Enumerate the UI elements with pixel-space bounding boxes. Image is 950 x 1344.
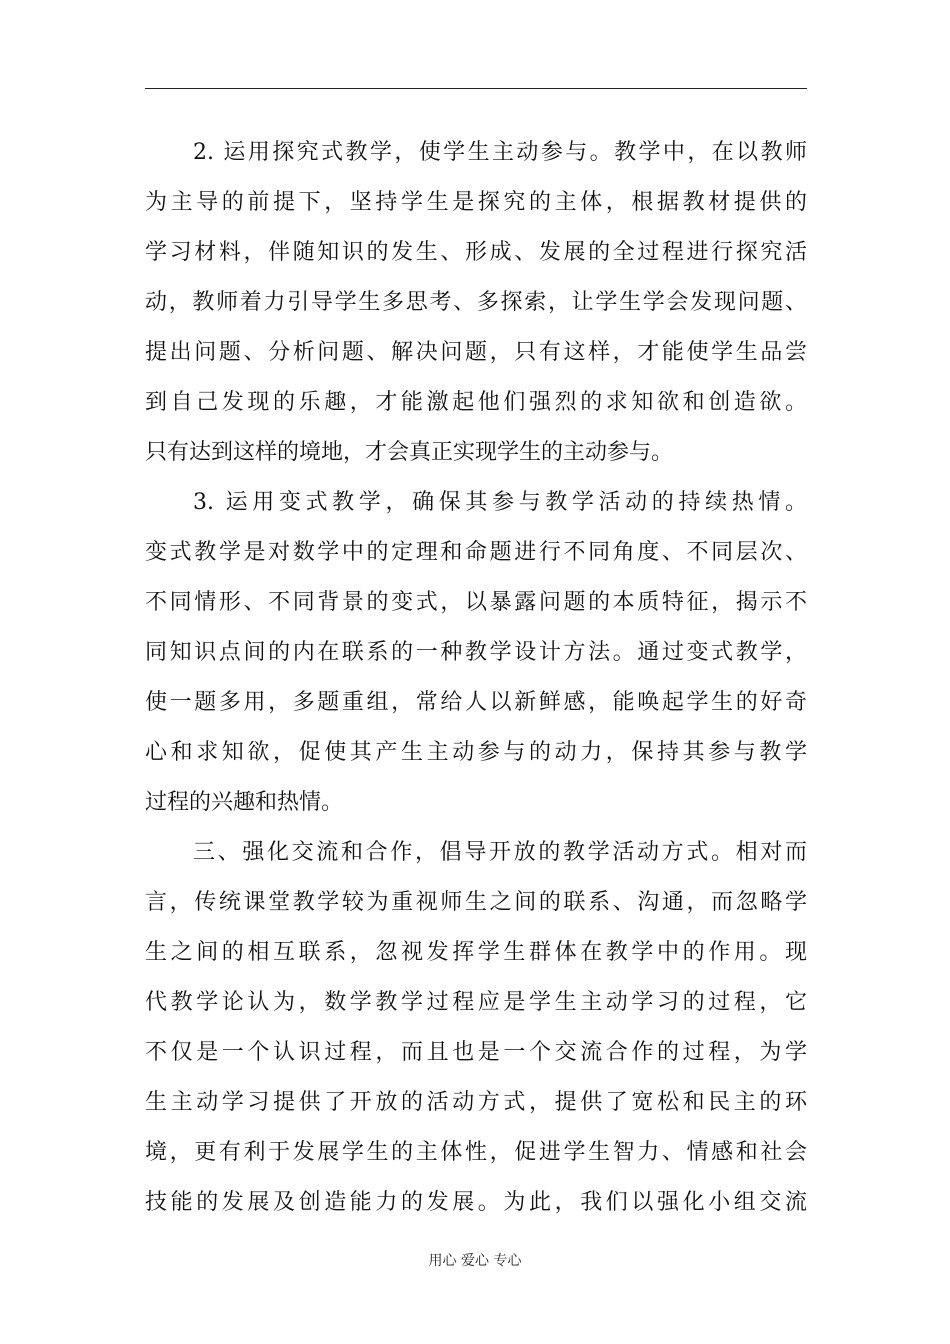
text-line: 生主动学习提供了开放的活动方式，提供了宽松和民主的环 (145, 1090, 807, 1115)
text-line: 只有达到这样的境地，才会真正实现学生的主动参与。 (145, 440, 674, 465)
text-line: 不同情形、不同背景的变式，以暴露问题的本质特征，揭示不 (145, 590, 807, 615)
text-line: 到自己发现的乐趣，才能激起他们强烈的求知欲和创造欲。 (145, 390, 807, 415)
text-line: 代教学论认为，数学教学过程应是学生主动学习的过程，它 (145, 990, 807, 1015)
page-footer: 用心 爱心 专心 (428, 1253, 522, 1269)
text-line: 动，教师着力引导学生多思考、多探索，让学生学会发现问题、 (145, 290, 807, 315)
text-line: 心和求知欲，促使其产生主动参与的动力，保持其参与教学 (145, 740, 807, 765)
text-line: 同知识点间的内在联系的一种教学设计方法。通过变式教学， (145, 640, 807, 665)
text-line: 3. 运用变式教学，确保其参与教学活动的持续热情。 (193, 490, 807, 515)
text-line: 为主导的前提下，坚持学生是探究的主体，根据教材提供的 (145, 190, 807, 215)
header-rule (145, 88, 807, 89)
text-line: 三、强化交流和合作，倡导开放的教学活动方式。相对而 (193, 840, 807, 865)
paragraph-inquiry-teaching (145, 128, 807, 478)
text-line: 生之间的相互联系，忽视发挥学生群体在教学中的作用。现 (145, 940, 807, 965)
text-line: 提出问题、分析问题、解决问题，只有这样，才能使学生品尝 (145, 340, 807, 365)
paragraph-variation-teaching (145, 478, 807, 828)
text-line: 言，传统课堂教学较为重视师生之间的联系、沟通，而忽略学 (145, 890, 807, 915)
text-line: 技能的发展及创造能力的发展。为此，我们以强化小组交流 (145, 1190, 807, 1215)
document-body (145, 128, 807, 1228)
paragraph-cooperation (145, 828, 807, 1228)
text-line: 不仅是一个认识过程，而且也是一个交流合作的过程，为学 (145, 1040, 807, 1065)
text-line: 2. 运用探究式教学，使学生主动参与。教学中，在以教师 (193, 140, 807, 165)
text-line: 境，更有利于发展学生的主体性，促进学生智力、情感和社会 (145, 1140, 807, 1165)
text-line: 变式教学是对数学中的定理和命题进行不同角度、不同层次、 (145, 540, 807, 565)
text-line: 过程的兴趣和热情。 (145, 790, 344, 815)
text-line: 学习材料，伴随知识的发生、形成、发展的全过程进行探究活 (145, 240, 807, 265)
text-line: 使一题多用，多题重组，常给人以新鲜感，能唤起学生的好奇 (145, 690, 807, 715)
